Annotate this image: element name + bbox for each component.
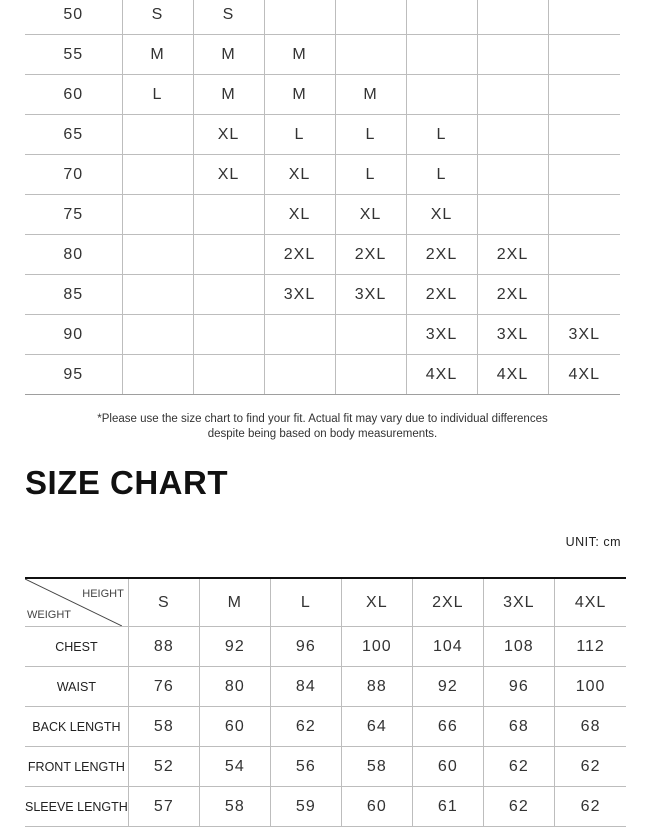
weight-cell: 50: [25, 0, 122, 35]
table-row: [25, 627, 626, 667]
size-cell: [122, 155, 193, 195]
measurement-value: 60: [341, 787, 412, 827]
measurement-value: 100: [554, 667, 626, 707]
size-cell: S: [122, 0, 193, 35]
size-header: 2XL: [412, 578, 483, 627]
size-cell: XL: [264, 195, 335, 235]
measurement-value: 80: [199, 667, 270, 707]
table-row: [25, 315, 620, 355]
size-header: 3XL: [483, 578, 554, 627]
weight-cell: 55: [25, 35, 122, 75]
size-header: XL: [341, 578, 412, 627]
measurement-value: 61: [412, 787, 483, 827]
table-row: [25, 0, 620, 35]
size-cell: [335, 355, 406, 395]
size-cell: 4XL: [548, 355, 620, 395]
weight-cell: 85: [25, 275, 122, 315]
measurement-value: 112: [554, 627, 626, 667]
weight-cell: 80: [25, 235, 122, 275]
size-header: S: [128, 578, 199, 627]
unit-label: UNIT: cm: [565, 535, 621, 549]
measurement-label: SLEEVE LENGTH: [25, 787, 128, 827]
size-cell: XL: [335, 195, 406, 235]
size-cell: 4XL: [406, 355, 477, 395]
size-cell: 2XL: [477, 235, 548, 275]
size-cell: [406, 75, 477, 115]
size-cell: [335, 0, 406, 35]
size-recommendation-table: [25, 0, 620, 395]
size-header: 4XL: [554, 578, 626, 627]
size-cell: [548, 275, 620, 315]
size-cell: [477, 115, 548, 155]
size-cell: 3XL: [477, 315, 548, 355]
size-cell: [335, 35, 406, 75]
size-cell: [548, 35, 620, 75]
measurement-value: 62: [270, 707, 341, 747]
size-cell: XL: [193, 115, 264, 155]
size-cell: [122, 195, 193, 235]
size-cell: [548, 235, 620, 275]
page-title: SIZE CHART: [25, 464, 228, 501]
size-cell: [477, 195, 548, 235]
size-cell: M: [264, 75, 335, 115]
size-cell: [193, 275, 264, 315]
table-row: [25, 75, 620, 115]
size-cell: [264, 355, 335, 395]
size-header: L: [270, 578, 341, 627]
measurement-label: BACK LENGTH: [25, 707, 128, 747]
size-cell: [477, 35, 548, 75]
measurement-value: 88: [128, 627, 199, 667]
measurement-value: 58: [199, 787, 270, 827]
measurement-value: 58: [341, 747, 412, 787]
size-cell: [193, 315, 264, 355]
measurement-value: 68: [483, 707, 554, 747]
measurement-value: 57: [128, 787, 199, 827]
size-cell: 4XL: [477, 355, 548, 395]
size-cell: XL: [406, 195, 477, 235]
weight-cell: 70: [25, 155, 122, 195]
size-cell: L: [264, 115, 335, 155]
size-cell: 2XL: [406, 275, 477, 315]
size-cell: [122, 275, 193, 315]
size-cell: [548, 155, 620, 195]
measurement-value: 68: [554, 707, 626, 747]
size-cell: [122, 235, 193, 275]
size-cell: M: [122, 35, 193, 75]
measurement-value: 92: [412, 667, 483, 707]
size-cell: 2XL: [477, 275, 548, 315]
table-row: [25, 35, 620, 75]
measurement-label: WAIST: [25, 667, 128, 707]
size-cell: L: [335, 115, 406, 155]
size-chart-table: [25, 577, 626, 827]
size-cell: L: [122, 75, 193, 115]
size-cell: [193, 195, 264, 235]
weight-cell: 75: [25, 195, 122, 235]
weight-cell: 65: [25, 115, 122, 155]
size-cell: 2XL: [406, 235, 477, 275]
measurement-value: 52: [128, 747, 199, 787]
weight-cell: 60: [25, 75, 122, 115]
corner-header-cell: [25, 578, 128, 627]
measurement-value: 104: [412, 627, 483, 667]
size-header: M: [199, 578, 270, 627]
measurement-value: 60: [412, 747, 483, 787]
size-cell: M: [193, 75, 264, 115]
size-cell: 3XL: [406, 315, 477, 355]
size-cell: L: [406, 155, 477, 195]
size-cell: [264, 0, 335, 35]
measurement-value: 84: [270, 667, 341, 707]
size-cell: XL: [264, 155, 335, 195]
measurement-value: 62: [554, 787, 626, 827]
measurement-value: 108: [483, 627, 554, 667]
size-cell: L: [406, 115, 477, 155]
measurement-value: 62: [554, 747, 626, 787]
table-row: [25, 115, 620, 155]
note-line: *Please use the size chart to find your fit. Actual fit may vary due to individual differences: [97, 413, 548, 425]
measurement-value: 58: [128, 707, 199, 747]
table-header-row: [25, 578, 626, 627]
table-row: [25, 195, 620, 235]
size-cell: M: [335, 75, 406, 115]
size-cell: M: [193, 35, 264, 75]
measurement-label: FRONT LENGTH: [25, 747, 128, 787]
size-cell: [406, 0, 477, 35]
table-row: [25, 235, 620, 275]
measurement-value: 66: [412, 707, 483, 747]
size-cell: 2XL: [335, 235, 406, 275]
table-row: [25, 747, 626, 787]
measurement-value: 92: [199, 627, 270, 667]
measurement-value: 96: [270, 627, 341, 667]
size-cell: [193, 235, 264, 275]
weight-cell: 90: [25, 315, 122, 355]
table-row: [25, 275, 620, 315]
size-cell: [193, 355, 264, 395]
corner-label-top: HEIGHT: [82, 588, 124, 600]
measurement-value: 59: [270, 787, 341, 827]
size-cell: L: [335, 155, 406, 195]
measurement-value: 76: [128, 667, 199, 707]
measurement-value: 88: [341, 667, 412, 707]
weight-cell: 95: [25, 355, 122, 395]
measurement-value: 100: [341, 627, 412, 667]
size-cell: [335, 315, 406, 355]
fit-disclaimer-note: [40, 412, 605, 442]
size-cell: [477, 0, 548, 35]
measurement-value: 60: [199, 707, 270, 747]
table-row: [25, 667, 626, 707]
size-cell: [406, 35, 477, 75]
size-cell: [477, 75, 548, 115]
table-row: [25, 355, 620, 395]
size-cell: [264, 315, 335, 355]
size-cell: XL: [193, 155, 264, 195]
size-cell: [548, 115, 620, 155]
table-row: [25, 707, 626, 747]
measurement-value: 62: [483, 747, 554, 787]
size-cell: M: [264, 35, 335, 75]
measurement-value: 64: [341, 707, 412, 747]
size-cell: [122, 315, 193, 355]
size-cell: 3XL: [548, 315, 620, 355]
measurement-value: 56: [270, 747, 341, 787]
measurement-value: 62: [483, 787, 554, 827]
size-cell: 3XL: [335, 275, 406, 315]
size-cell: [122, 355, 193, 395]
note-line: despite being based on body measurements.: [207, 428, 438, 440]
size-cell: 3XL: [264, 275, 335, 315]
table-row: [25, 155, 620, 195]
size-cell: [548, 0, 620, 35]
corner-label-bottom: WEIGHT: [27, 609, 71, 621]
measurement-label: CHEST: [25, 627, 128, 667]
size-cell: 2XL: [264, 235, 335, 275]
size-cell: [548, 195, 620, 235]
measurement-value: 54: [199, 747, 270, 787]
measurement-value: 96: [483, 667, 554, 707]
size-cell: S: [193, 0, 264, 35]
size-cell: [548, 75, 620, 115]
size-cell: [122, 115, 193, 155]
size-cell: [477, 155, 548, 195]
